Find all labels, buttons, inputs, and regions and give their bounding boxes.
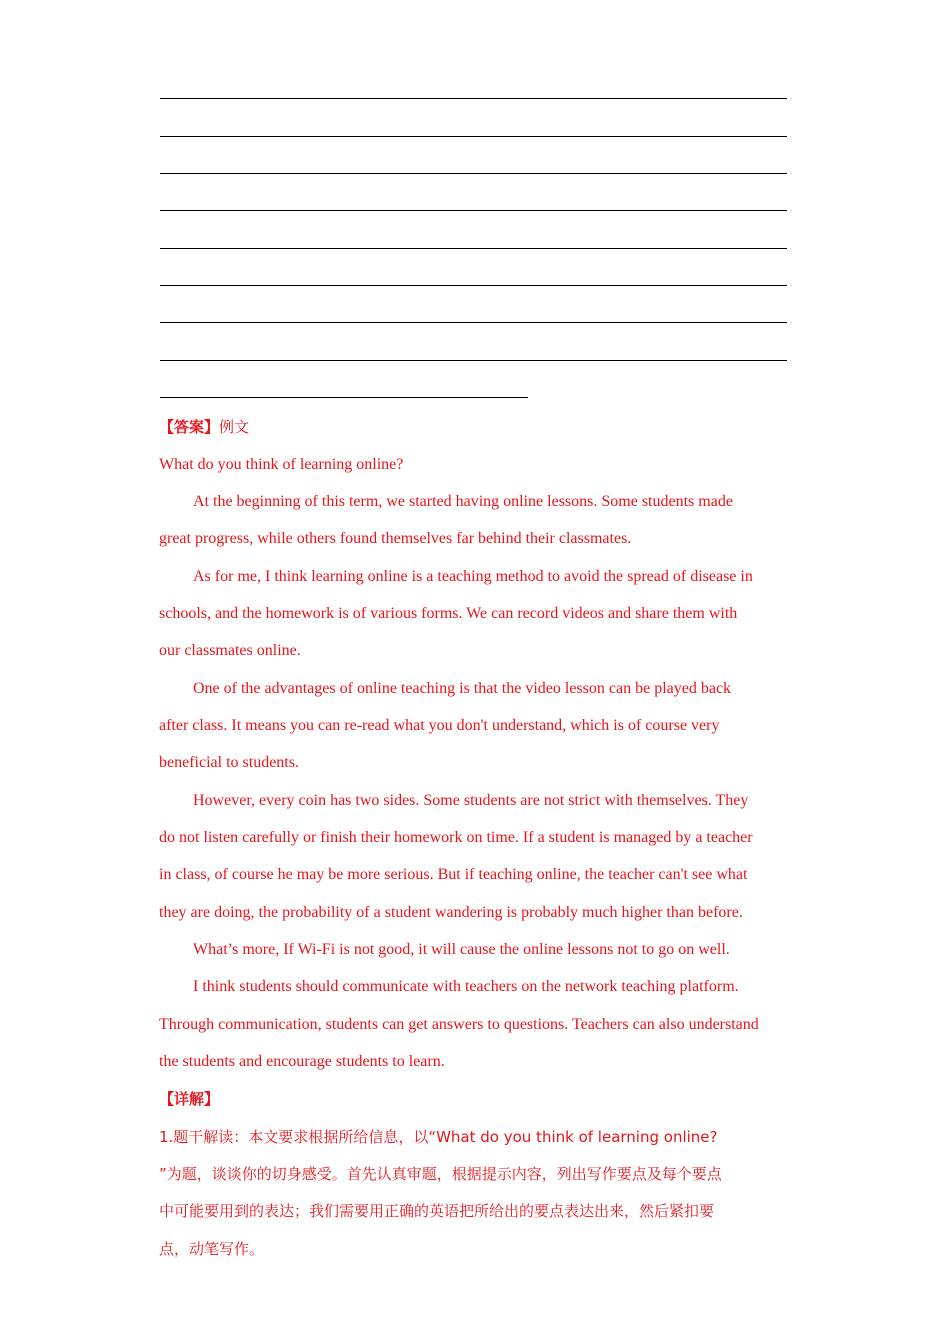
essay-line: However, every coin has two sides. Some students are not strict with themselves. They: [193, 792, 749, 809]
explanation-line: 点，动笔写作。: [159, 1240, 265, 1258]
essay-line: in class, of course he may be more serious. But if teaching online, the teacher can't see what: [159, 866, 748, 883]
explanation-line: 中可能要用到的表达；我们需要用正确的英语把所给出的要点表达出来，然后紧扣要: [159, 1202, 715, 1220]
answer-bracket-label: 【答案】: [159, 418, 220, 436]
explanation-line: 1.题干解读：本文要求根据所给信息，以“What do you think of learning online?: [159, 1128, 718, 1146]
essay-line: do not listen carefully or finish their homework on time. If a student is managed by a teacher: [159, 829, 753, 846]
essay-title: What do you think of learning online?: [159, 456, 404, 473]
essay-line: after class. It means you can re-read what you don't understand, which is of course very: [159, 717, 720, 734]
essay-line: I think students should communicate with teachers on the network teaching platform.: [193, 978, 739, 995]
essay-line: they are doing, the probability of a student wandering is probably much higher than before.: [159, 904, 743, 921]
essay-line: Through communication, students can get answers to questions. Teachers can also understand: [159, 1016, 759, 1033]
essay-line: One of the advantages of online teaching is that the video lesson can be played back: [193, 680, 732, 697]
writing-line: [160, 322, 787, 323]
writing-line: [160, 285, 787, 286]
answer-header: [159, 417, 249, 437]
essay-line: schools, and the homework is of various forms. We can record videos and share them with: [159, 605, 738, 622]
essay-line: As for me, I think learning online is a teaching method to avoid the spread of disease in: [193, 568, 753, 585]
essay-line: great progress, while others found themselves far behind their classmates.: [159, 530, 632, 547]
writing-line: [160, 173, 787, 174]
writing-line: [160, 248, 787, 249]
writing-line-short: [160, 397, 528, 398]
writing-line: [160, 210, 787, 211]
essay-line: the students and encourage students to learn.: [159, 1053, 445, 1070]
explanation-header: 【详解】: [159, 1090, 220, 1108]
essay-line: At the beginning of this term, we started having online lessons. Some students made: [193, 493, 733, 510]
answer-label-text: 例文: [219, 418, 250, 436]
writing-line: [160, 98, 787, 99]
essay-line: our classmates online.: [159, 642, 301, 659]
explanation-line: ”为题，谈谈你的切身感受。首先认真审题，根据提示内容，列出写作要点及每个要点: [159, 1165, 722, 1183]
writing-line: [160, 136, 787, 137]
essay-line: beneficial to students.: [159, 754, 299, 771]
essay-line: What’s more, If Wi-Fi is not good, it will cause the online lessons not to go on well.: [193, 941, 730, 958]
writing-line: [160, 360, 787, 361]
